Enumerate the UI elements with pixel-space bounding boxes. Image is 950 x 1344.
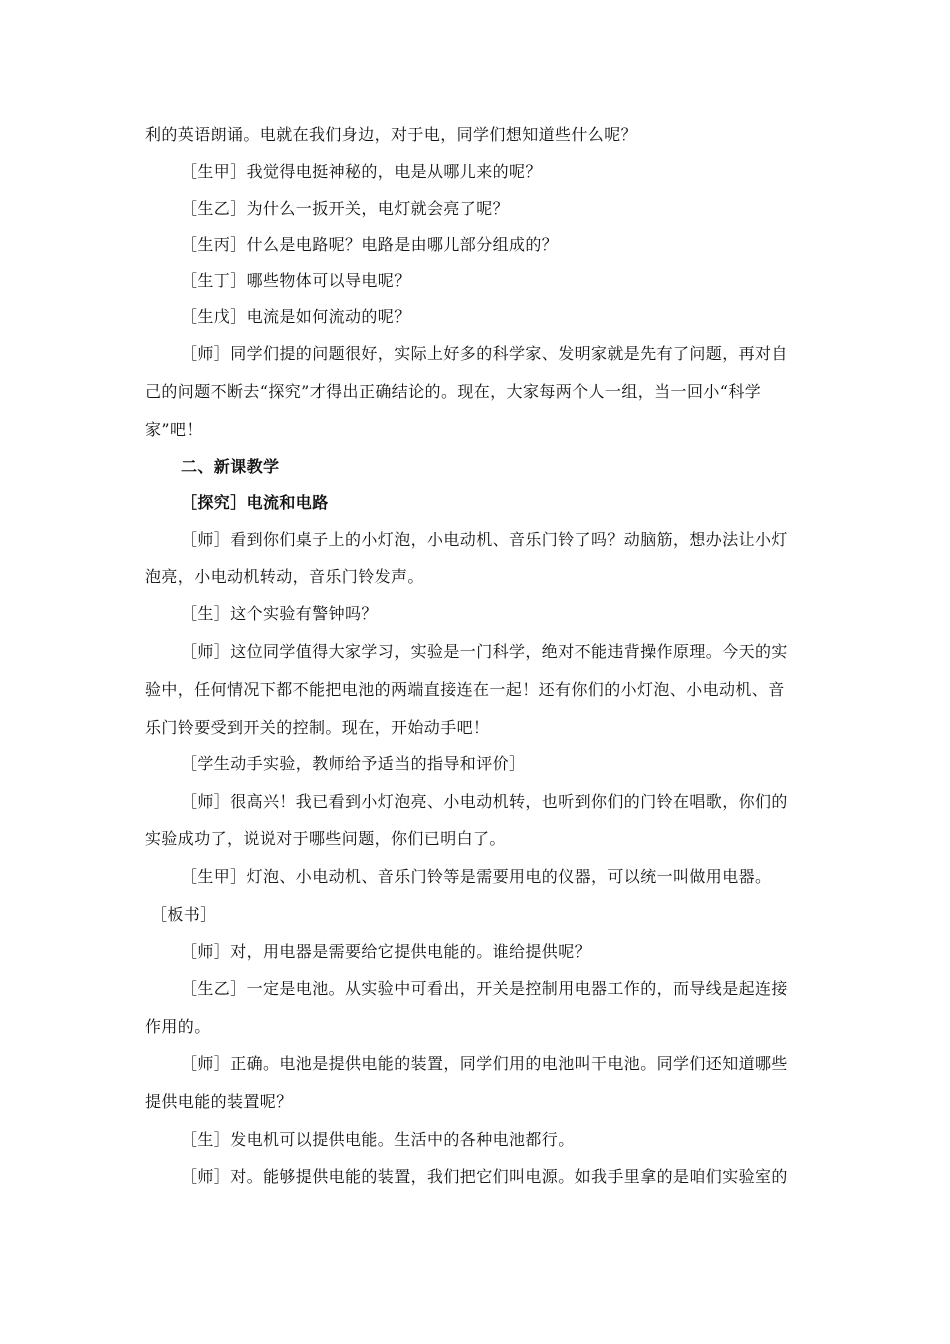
- section-heading: ［探究］电流和电路: [181, 493, 329, 512]
- text-line: 实验成功了，说说对于哪些问题，你们已明白了。: [145, 829, 506, 848]
- text-line: ［生乙］为什么一扳开关，电灯就会亮了呢？: [181, 199, 510, 218]
- text-line: ［生戊］电流是如何流动的呢？: [181, 307, 411, 326]
- text-line: ［师］看到你们桌子上的小灯泡，小电动机、音乐门铃了吗？动脑筋，想办法让小灯: [181, 530, 788, 549]
- text-line: ［生］这个实验有警钟吗？: [181, 604, 378, 623]
- text-line: ［师］很高兴！我已看到小灯泡亮、小电动机转，也听到你们的门铃在唱歌，你们的: [181, 792, 788, 811]
- text-line: ［学生动手实验，教师给予适当的指导和评价］: [181, 754, 526, 773]
- text-line: ［生丁］哪些物体可以导电呢？: [181, 271, 411, 290]
- text-line: ［师］对，用电器是需要给它提供电能的。谁给提供呢？: [181, 942, 592, 961]
- text-line: 提供电能的装置呢？: [145, 1092, 293, 1111]
- section-heading: 二、新课教学: [181, 457, 280, 476]
- text-line: ［板书］: [151, 905, 217, 924]
- text-line: 己的问题不断去“探究”才得出正确结论的。现在，大家每两个人一组，当一回小“科学: [145, 382, 762, 401]
- text-line: 利的英语朗诵。电就在我们身边，对于电，同学们想知道些什么呢？: [145, 125, 638, 144]
- text-line: ［生甲］灯泡、小电动机、音乐门铃等是需要用电的仪器，可以统一叫做用电器。: [181, 867, 772, 886]
- text-line: 乐门铃要受到开关的控制。现在，开始动手吧！: [145, 718, 490, 737]
- text-line: ［生甲］我觉得电挺神秘的，电是从哪儿来的呢？: [181, 162, 542, 181]
- text-line: ［生丙］什么是电路呢？电路是由哪儿部分组成的？: [181, 235, 559, 254]
- text-line: ［生乙］一定是电池。从实验中可看出，开关是控制用电器工作的，而导线是起连接: [181, 979, 788, 998]
- text-line: 作用的。: [145, 1017, 211, 1036]
- text-line: 家”吧！: [145, 420, 203, 439]
- text-line: 验中，任何情况下都不能把电池的两端直接连在一起！还有你们的小灯泡、小电动机、音: [145, 680, 785, 699]
- text-line: ［师］同学们提的问题很好，实际上好多的科学家、发明家就是先有了问题，再对自: [181, 344, 788, 363]
- text-line: ［生］发电机可以提供电能。生活中的各种电池都行。: [181, 1130, 575, 1149]
- text-line: 泡亮，小电动机转动，音乐门铃发声。: [145, 567, 424, 586]
- text-line: ［师］对。能够提供电能的装置，我们把它们叫电源。如我手里拿的是咱们实验室的: [181, 1167, 788, 1186]
- text-line: ［师］这位同学值得大家学习，实验是一门科学，绝对不能违背操作原理。今天的实: [181, 642, 788, 661]
- text-line: ［师］正确。电池是提供电能的装置，同学们用的电池叫干电池。同学们还知道哪些: [181, 1054, 788, 1073]
